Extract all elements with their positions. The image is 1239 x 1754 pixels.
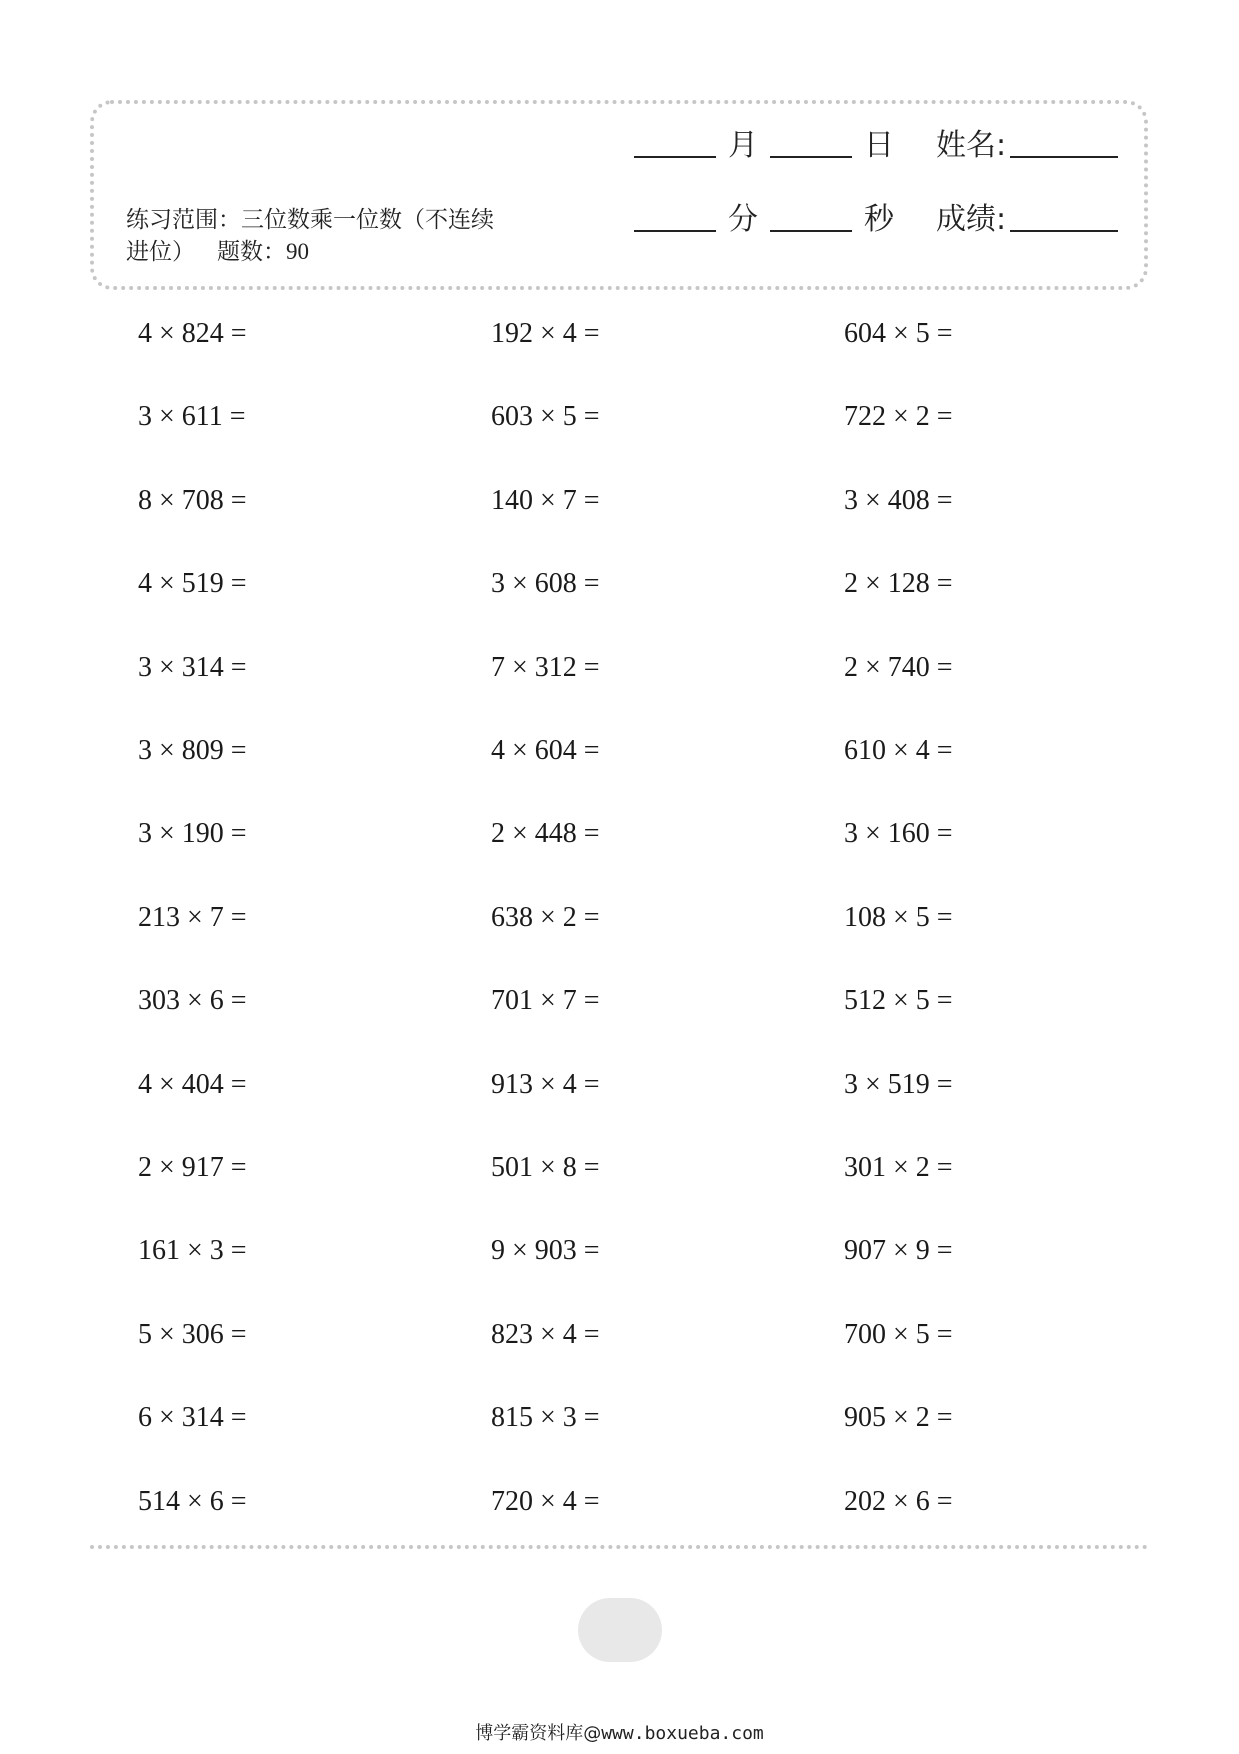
problem-3-4: 2 × 128 = [844,568,953,600]
minute-label: 分 [728,202,758,237]
footer-site-name: 博学霸资料库@ [475,1723,602,1744]
problem-2-15: 720 × 4 = [491,1485,600,1517]
footer-url: www.boxueba.com [601,1723,764,1744]
problem-1-5: 3 × 314 = [138,651,247,683]
date-row [634,126,1118,166]
problem-3-5: 2 × 740 = [844,651,953,683]
question-count-value: 90 [285,239,309,264]
problem-2-10: 913 × 4 = [491,1068,600,1100]
problem-1-7: 3 × 190 = [138,818,247,850]
problem-3-12: 907 × 9 = [844,1235,953,1267]
problem-2-4: 3 × 608 = [491,568,600,600]
page-number-pill [578,1598,662,1662]
score-label: 成绩: [936,202,1007,237]
problem-2-14: 815 × 3 = [491,1402,600,1434]
day-blank[interactable] [770,155,852,158]
problem-2-5: 7 × 312 = [491,651,600,683]
problem-1-15: 514 × 6 = [138,1485,247,1517]
problem-2-12: 9 × 903 = [491,1235,600,1267]
problem-1-3: 8 × 708 = [138,484,247,516]
problem-3-2: 722 × 2 = [844,401,953,433]
problem-3-7: 3 × 160 = [844,818,953,850]
problem-2-6: 4 × 604 = [491,735,600,766]
problem-3-8: 108 × 5 = [844,901,953,933]
problem-1-12: 161 × 3 = [138,1235,247,1267]
problem-1-8: 213 × 7 = [138,901,247,933]
worksheet-header-box [90,100,1148,290]
name-label: 姓名: [936,128,1007,163]
month-label: 月 [728,128,758,163]
time-row [634,200,1118,240]
name-blank[interactable] [1010,155,1118,158]
month-blank[interactable] [634,155,716,158]
problem-1-2: 3 × 611 = [138,401,246,433]
problem-3-3: 3 × 408 = [844,484,953,516]
minute-blank[interactable] [634,229,716,232]
problem-3-13: 700 × 5 = [844,1318,953,1350]
problem-3-1: 604 × 5 = [844,318,953,349]
practice-range-text [126,204,506,268]
problem-3-14: 905 × 2 = [844,1402,953,1434]
problem-3-15: 202 × 6 = [844,1485,953,1517]
problem-2-7: 2 × 448 = [491,818,600,850]
problem-1-9: 303 × 6 = [138,985,247,1017]
problem-2-2: 603 × 5 = [491,401,600,433]
problem-2-13: 823 × 4 = [491,1318,600,1350]
problem-3-11: 301 × 2 = [844,1152,953,1183]
problem-3-6: 610 × 4 = [844,735,953,766]
score-blank[interactable] [1010,229,1118,232]
problem-2-1: 192 × 4 = [491,318,600,349]
problem-2-8: 638 × 2 = [491,901,600,933]
problem-3-10: 3 × 519 = [844,1068,953,1100]
problem-1-10: 4 × 404 = [138,1068,247,1100]
problem-2-3: 140 × 7 = [491,484,600,516]
problem-2-9: 701 × 7 = [491,985,600,1017]
problem-2-11: 501 × 8 = [491,1152,600,1183]
problem-1-6: 3 × 809 = [138,735,247,766]
problem-1-13: 5 × 306 = [138,1318,247,1350]
problem-1-1: 4 × 824 = [138,318,247,349]
problem-1-4: 4 × 519 = [138,568,247,600]
footer [0,1722,1239,1746]
question-count-label: 题数： [216,239,286,265]
problem-3-9: 512 × 5 = [844,985,953,1017]
problem-1-11: 2 × 917 = [138,1152,247,1183]
second-blank[interactable] [770,229,852,232]
day-label: 日 [864,128,894,163]
practice-range-label: 练习范围：三位数乘一位数（不连续进位） [126,207,494,265]
bottom-divider [90,1545,1148,1549]
problem-1-14: 6 × 314 = [138,1402,247,1434]
second-label: 秒 [864,202,894,237]
